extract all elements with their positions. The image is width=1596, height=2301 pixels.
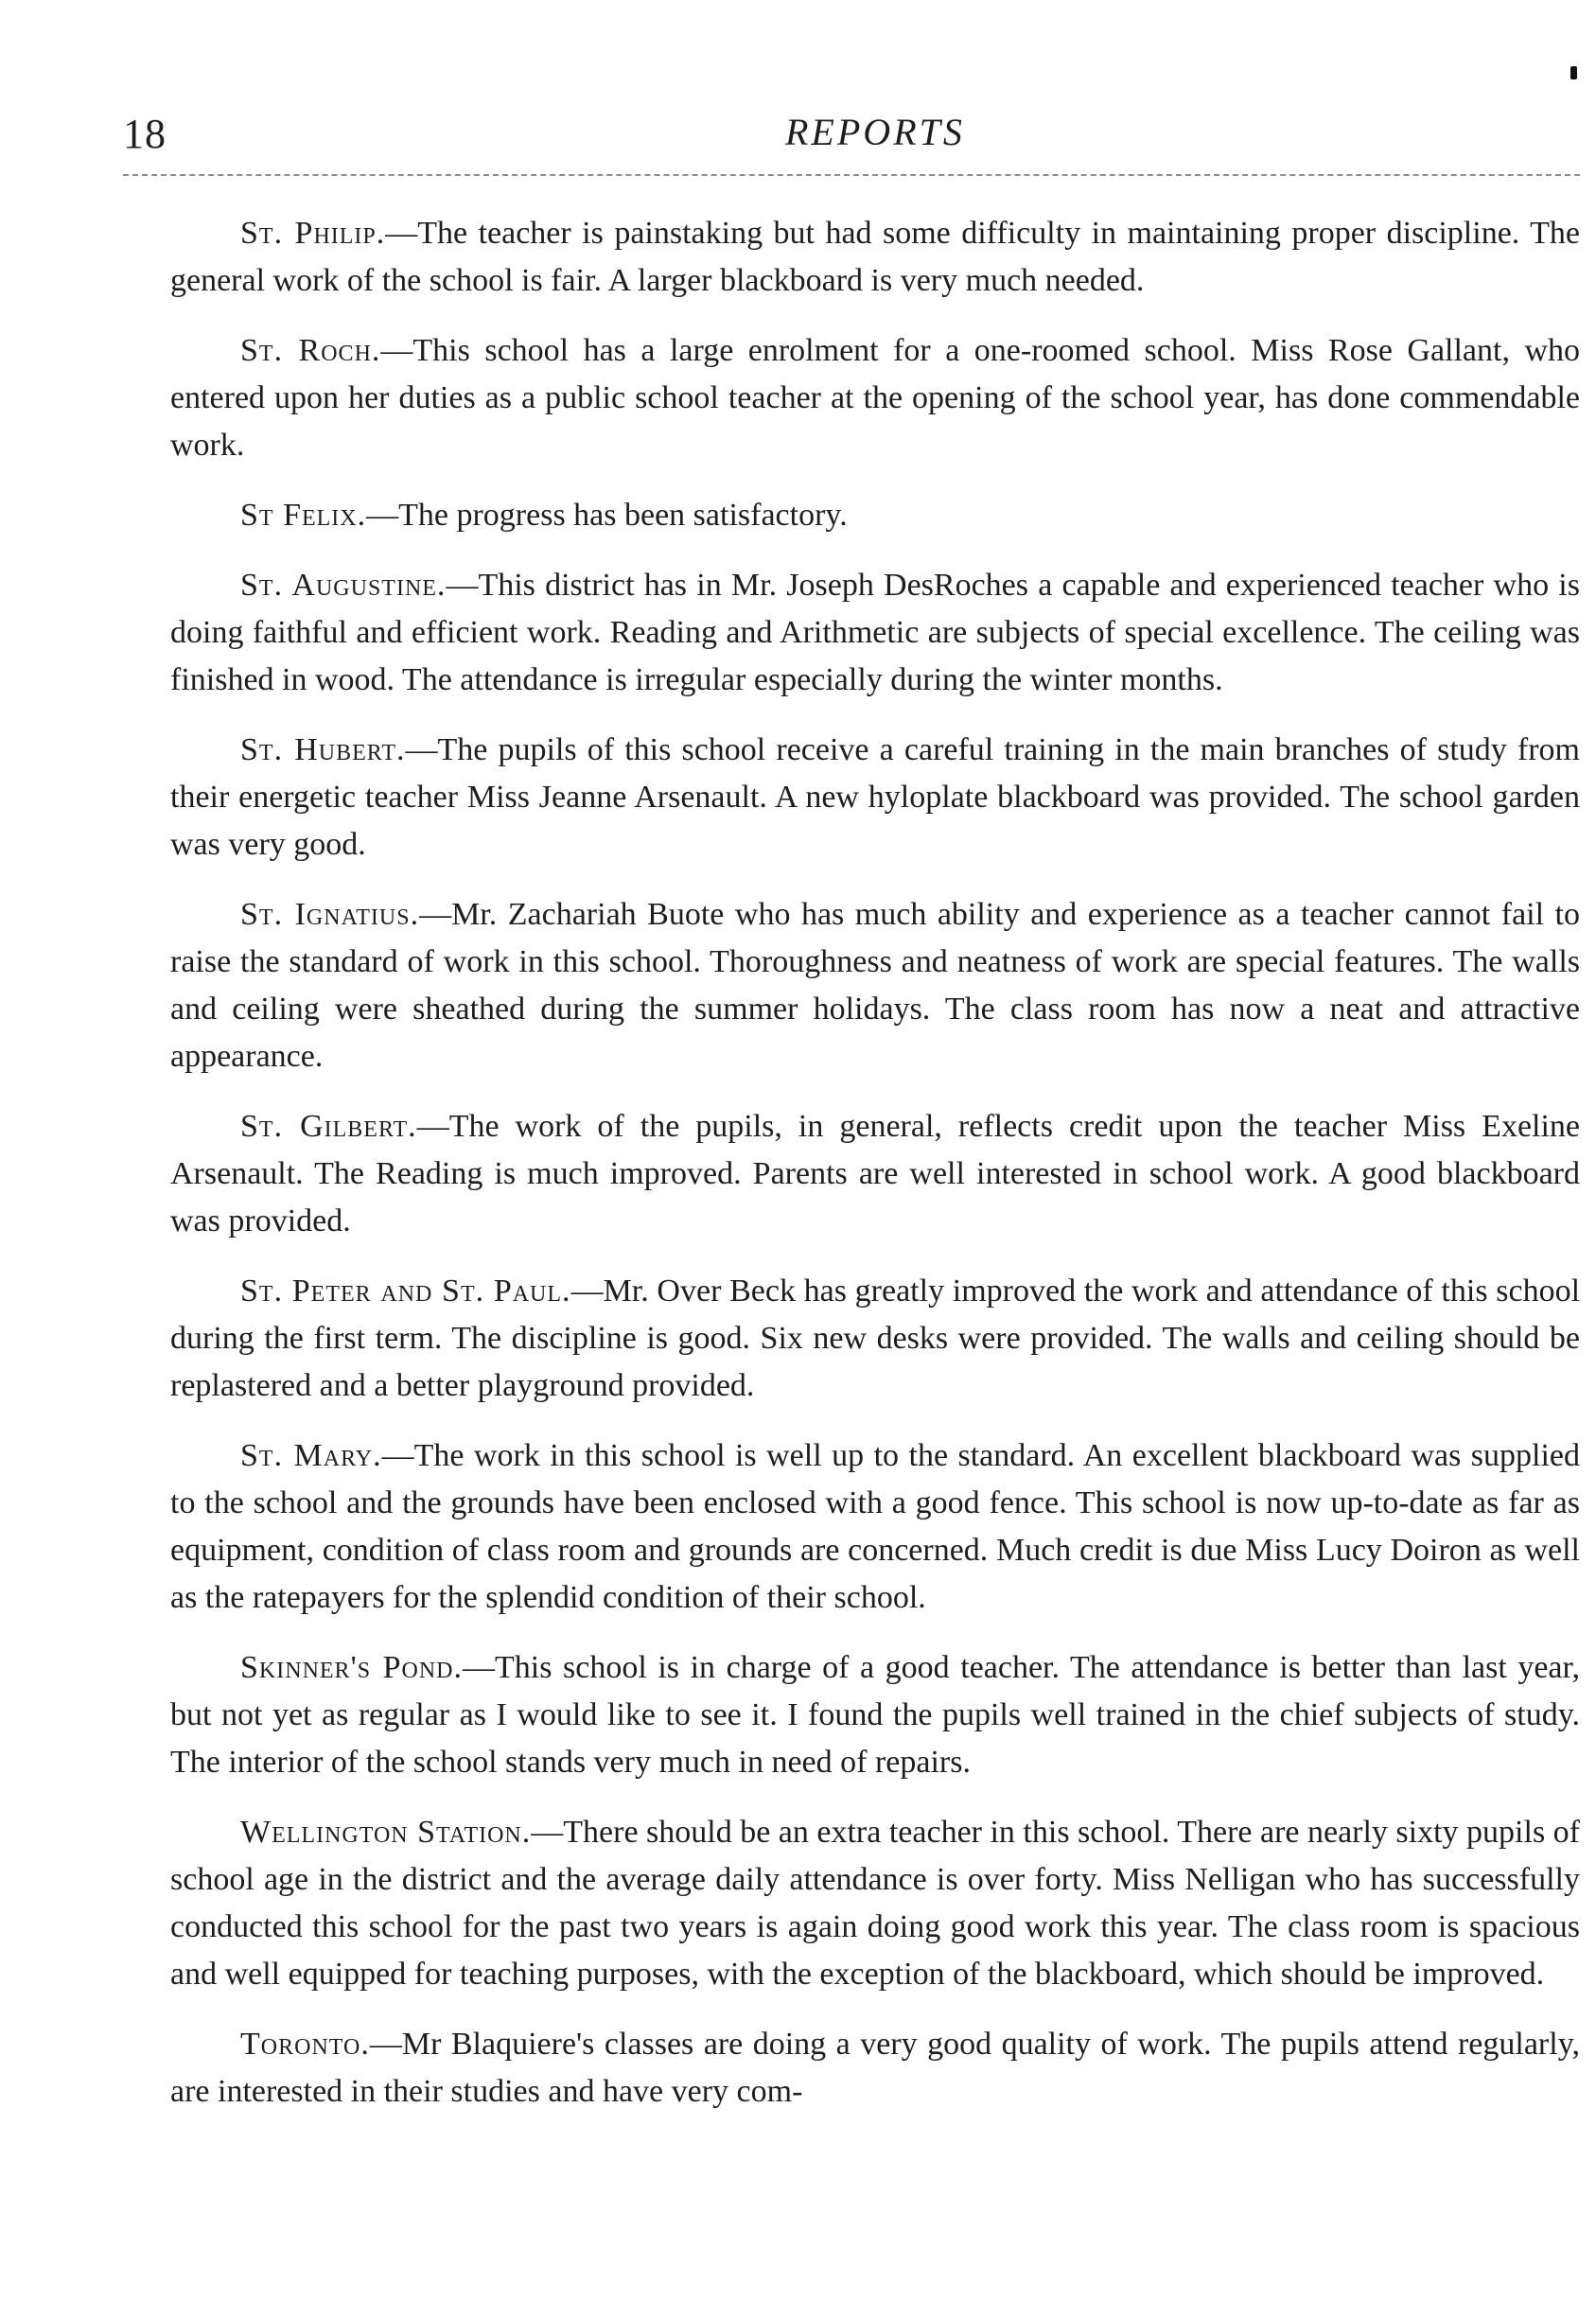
report-heading-st-gilbert: St. Gilbert.: [240, 1109, 417, 1144]
report-heading-st-philip: St. Philip.: [240, 216, 386, 251]
header-rule: [123, 174, 1580, 176]
report-paragraph-st-roch: [170, 327, 1580, 469]
report-heading-wellington-station: Wellington Station.: [240, 1815, 532, 1850]
report-heading-st-ignatius: St. Ignatius.: [240, 897, 420, 932]
report-body: [170, 210, 1580, 2138]
report-text-st-hubert: —The pupils of this school receive a careful training in the main branches of study from their energetic teacher Miss Jeanne Arsenault. A new hyloplate blackboard was provided. The school garden was very good.: [170, 732, 1580, 862]
report-heading-st-augustine: St. Augustine.: [240, 568, 447, 603]
report-text-st-ignatius: —Mr. Zachariah Buote who has much ability and experience as a teacher cannot fail to raise the standard of work in this school. Thoroughness and neatness of work are special features. The walls and ceiling were sheathed during the summer holidays. The class room has now a neat and attractive appearance.: [170, 897, 1581, 1074]
report-paragraph-st-gilbert: [170, 1103, 1580, 1245]
report-paragraph-wellington-station: [170, 1809, 1580, 1998]
report-text-st-philip: —The teacher is painstaking but had some difficulty in maintaining proper discipline. The general work of the school is fair. A larger blackboard is very much needed.: [170, 216, 1580, 298]
report-heading-st-mary: St. Mary.: [240, 1438, 382, 1473]
report-heading-st-felix: St Felix.: [240, 498, 367, 533]
running-title: REPORTS: [785, 111, 965, 153]
scan-mark: [1570, 66, 1577, 79]
report-text-st-augustine: —This district has in Mr. Joseph DesRoches a capable and experienced teacher who is doing faithful and efficient work. Reading and Arithmetic are subjects of special excellence. The ceiling was finished in wood. The attendance is irregular especially during the winter months.: [170, 568, 1580, 697]
report-text-skinners-pond: —This school is in charge of a good teacher. The attendance is better than last year, but not yet as regular as I would like to see it. I found the pupils well trained in the chief subjects of study. The interior of the school stands very much in need of repairs.: [170, 1650, 1580, 1780]
page-number: 18: [123, 111, 167, 157]
report-text-toronto: —Mr Blaquiere's classes are doing a very good quality of work. The pupils attend regularly, are interested in their studies and have very com-: [170, 2027, 1580, 2109]
report-paragraph-st-mary: [170, 1432, 1580, 1622]
report-text-st-felix: —The progress has been satisfactory.: [366, 498, 848, 533]
report-paragraph-st-hubert: [170, 727, 1580, 869]
report-paragraph-st-ignatius: [170, 891, 1580, 1080]
report-text-wellington-station: —There should be an extra teacher in this school. There are nearly sixty pupils of school age in the district and the average daily attendance is over forty. Miss Nelligan who has successfully conducted this school for the past two years is again doing good work this year. The class room is spacious and well equipped for teaching purposes, with the exception of the blackboard, which should be improved.: [170, 1815, 1581, 1992]
report-paragraph-toronto: [170, 2021, 1580, 2116]
report-paragraph-st-philip: [170, 210, 1580, 305]
page-header: [123, 106, 1595, 182]
report-heading-st-roch: St. Roch.: [240, 333, 381, 368]
report-heading-st-hubert: St. Hubert.: [240, 732, 406, 767]
report-text-st-mary: —The work in this school is well up to the standard. An excellent blackboard was supplied to the school and the grounds have been enclosed with a good fence. This school is now up-to-date as far as equipment, condition of class room and grounds are concerned. Much credit is due Miss Lucy Doiron as well as the ratepayers for the splendid condition of their school.: [170, 1438, 1580, 1615]
report-paragraph-skinners-pond: [170, 1644, 1580, 1786]
report-text-st-peter-and-st-paul: —Mr. Over Beck has greatly improved the work and attendance of this school during the first term. The discipline is good. Six new desks were provided. The walls and ceiling should be replastered and a better playground provided.: [170, 1273, 1581, 1403]
report-heading-skinners-pond: Skinner's Pond.: [240, 1650, 464, 1685]
report-text-st-gilbert: —The work of the pupils, in general, reflects credit upon the teacher Miss Exeline Arsenault. The Reading is much improved. Parents are well interested in school work. A good blackboard was provided.: [170, 1109, 1581, 1238]
report-paragraph-st-felix: [170, 492, 1580, 539]
report-text-st-roch: —This school has a large enrolment for a one-roomed school. Miss Rose Gallant, who entered upon her duties as a public school teacher at the opening of the school year, has done commendable work.: [170, 333, 1580, 463]
report-heading-st-peter-and-st-paul: St. Peter and St. Paul.: [240, 1273, 571, 1309]
report-paragraph-st-augustine: [170, 562, 1580, 704]
report-heading-toronto: Toronto.: [240, 2027, 370, 2062]
report-paragraph-st-peter-and-st-paul: [170, 1268, 1580, 1410]
